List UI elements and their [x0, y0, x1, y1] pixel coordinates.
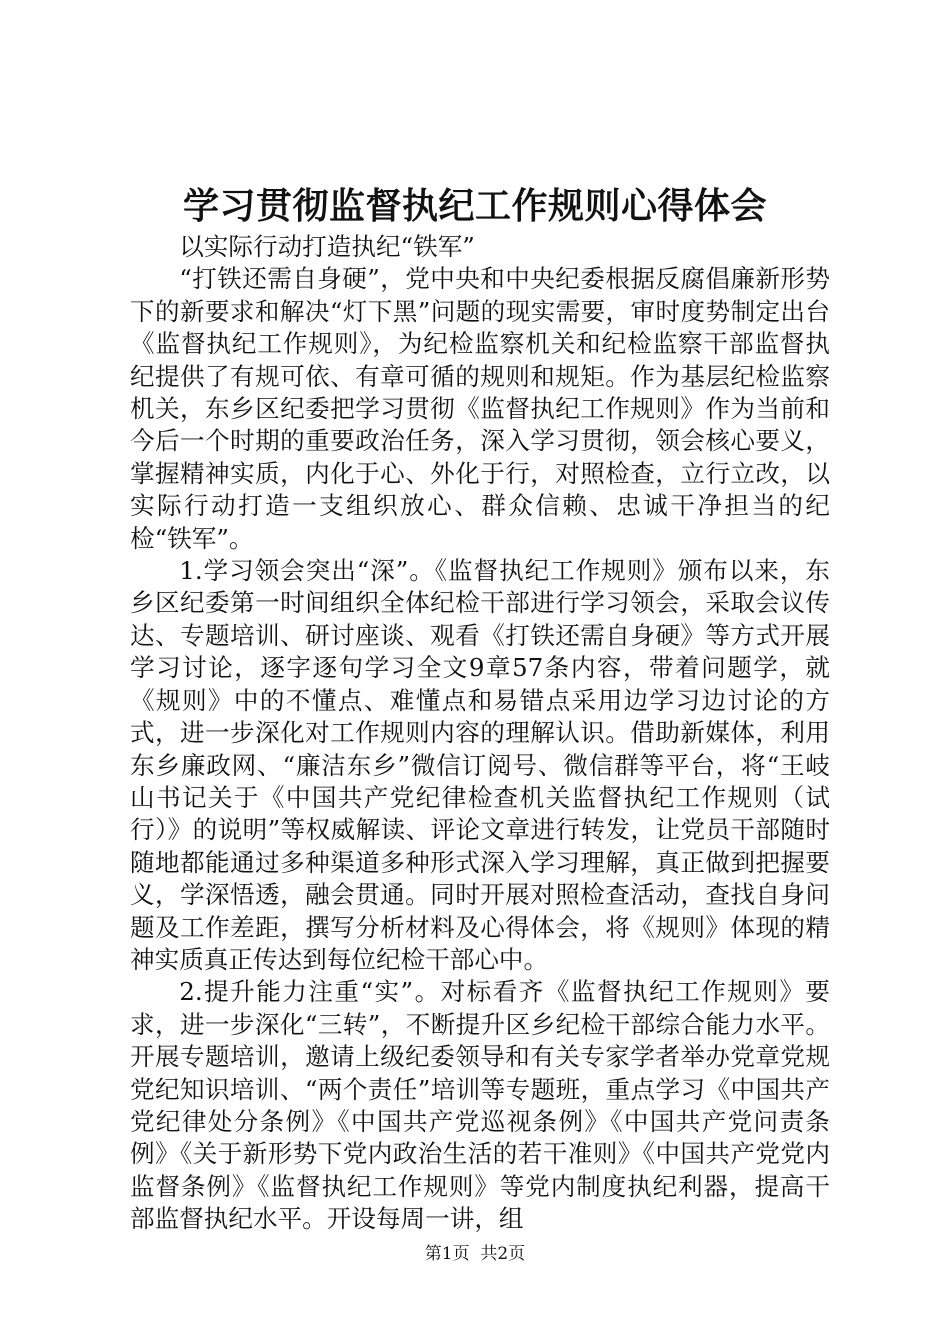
- paragraph-ability: 2.提升能力注重“实”。对标看齐《监督执纪工作规则》要求，进一步深化“三转”，不断提升区乡纪检干部综合能力水平。开展专题培训，邀请上级纪委领导和有关专家学者举办党章党规党纪知识培训、“两个责任”培训等专题班，重点学习《中国共产党纪律处分条例》《中国共产党巡视条例》《中国共产党问责条例》《关于新形势下党内政治生活的若干准则》《中国共产党党内监督条例》《监督执纪工作规则》等党内制度执纪利器，提高干部监督执纪水平。开设每周一讲，组: [130, 977, 830, 1234]
- paragraph-study: 1.学习领会突出“深”。《监督执纪工作规则》颁布以来，东乡区纪委第一时间组织全体纪检干部进行学习领会，采取会议传达、专题培训、研讨座谈、观看《打铁还需自身硬》等方式开展学习讨论，逐字逐句学习全文9章57条内容，带着问题学，就《规则》中的不懂点、难懂点和易错点采用边学习边讨论的方式，进一步深化对工作规则内容的理解认识。借助新媒体，利用东乡廉政网、“廉洁东乡”微信订阅号、微信群等平台，将“王岐山书记关于《中国共产党纪律检查机关监督执纪工作规则（试行）》的说明”等权威解读、评论文章进行转发，让党员干部随时随地都能通过多种渠道多种形式深入学习理解，真正做到把握要义，学深悟透，融会贯通。同时开展对照检查活动，查找自身问题及工作差距，撰写分析材料及心得体会，将《规则》体现的精神实质真正传达到每位纪检干部心中。: [130, 556, 830, 974]
- document-body: [130, 231, 830, 1236]
- document-subtitle: 以实际行动打造执纪“铁军”: [179, 232, 475, 261]
- page-footer: 第1页 共2页: [424, 1244, 526, 1264]
- paragraph-intro: “打铁还需自身硬”，党中央和中央纪委根据反腐倡廉新形势下的新要求和解决“灯下黑”问题的现实需要，审时度势制定出台《监督执纪工作规则》，为纪检监察机关和纪检监察干部监督执纪提供了有规可依、有章可循的规则和规矩。作为基层纪检监察机关，东乡区纪委把学习贯彻《监督执纪工作规则》作为当前和今后一个时期的重要政治任务，深入学习贯彻，领会核心要义，掌握精神实质，内化于心、外化于行，对照检查，立行立改，以实际行动打造一支组织放心、群众信赖、忠诚干净担当的纪检“铁军”。: [130, 264, 830, 553]
- document-title: 学习贯彻监督执纪工作规则心得体会: [182, 185, 767, 227]
